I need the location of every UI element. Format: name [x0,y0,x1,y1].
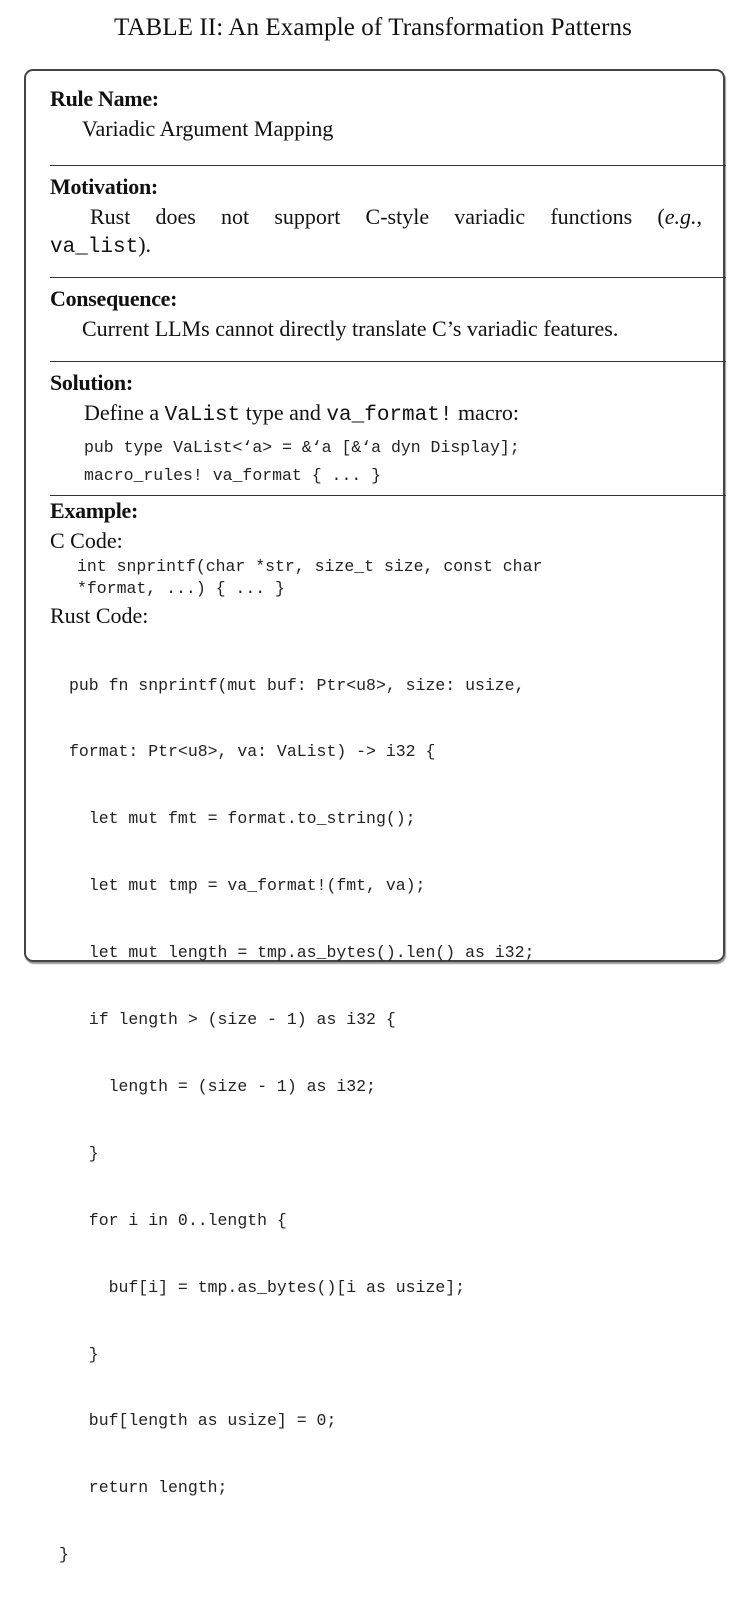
code-line: let mut length = tmp.as_bytes().len() as i32; [69,943,535,963]
code-line: let mut fmt = format.to_string(); [69,809,416,829]
example-title: Example: [50,498,139,523]
rule-name-title: Rule Name: [50,86,159,111]
consequence-text: Current LLMs cannot directly translate C’s variadic features. [82,316,619,341]
c-code-block [50,556,720,600]
rule-name-text: Variadic Argument Mapping [82,116,334,141]
code-line: pub fn snprintf(mut buf: Ptr<u8>, size: usize, [69,675,525,695]
rust-code-block [50,630,720,1611]
code-line: int snprintf(char *str, size_t size, const char [77,557,543,576]
code-line: return length; [69,1478,228,1498]
solution-section [50,371,698,490]
code-line: buf[length as usize] = 0; [69,1411,337,1431]
divider [50,277,726,278]
code-line: format: Ptr<u8>, va: VaList) -> i32 { [69,742,436,762]
code-line: let mut tmp = va_format!(fmt, va); [69,876,426,896]
solution-code-va-format: va_format! [326,404,453,427]
solution-text-part: Define a [84,400,165,425]
divider [50,165,726,166]
motivation-text-end: ). [138,232,152,257]
code-line: pub type VaList<‘a> = &‘a [&‘a dyn Display]; [84,438,520,457]
code-line: } [59,1545,69,1565]
motivation-text-part: Rust does not support C-style variadic functions ( [90,204,665,229]
solution-text [50,399,698,430]
consequence-title: Consequence: [50,286,178,311]
motivation-text-part: , [696,204,702,229]
motivation-eg: e.g. [664,204,697,229]
divider [50,495,726,496]
code-line: macro_rules! va_format { ... } [84,466,382,485]
solution-text-part: macro: [452,400,520,425]
code-line: } [69,1344,99,1364]
code-line: buf[i] = tmp.as_bytes()[i as usize]; [69,1277,466,1297]
solution-text-part: type and [240,400,327,425]
c-code-label: C Code: [50,528,123,553]
solution-code-block [50,434,698,490]
rust-code-label: Rust Code: [50,603,149,628]
motivation-text [50,203,702,262]
motivation-code: va_list [50,236,139,259]
motivation-section [50,175,702,262]
motivation-title: Motivation: [50,174,158,199]
code-line: length = (size - 1) as i32; [69,1076,376,1096]
divider [50,361,726,362]
table-caption: TABLE II: An Example of Transformation Patterns [114,14,632,41]
example-section [50,499,720,1611]
code-line: if length > (size - 1) as i32 { [69,1010,396,1030]
solution-title: Solution: [50,370,133,395]
code-line: *format, ...) { ... } [77,579,285,598]
code-line: for i in 0..length { [69,1210,287,1230]
solution-code-valist: VaList [164,404,241,427]
consequence-section [50,287,710,343]
pattern-box [24,69,725,1565]
code-line: } [69,1143,99,1163]
rule-name-section [50,87,698,143]
